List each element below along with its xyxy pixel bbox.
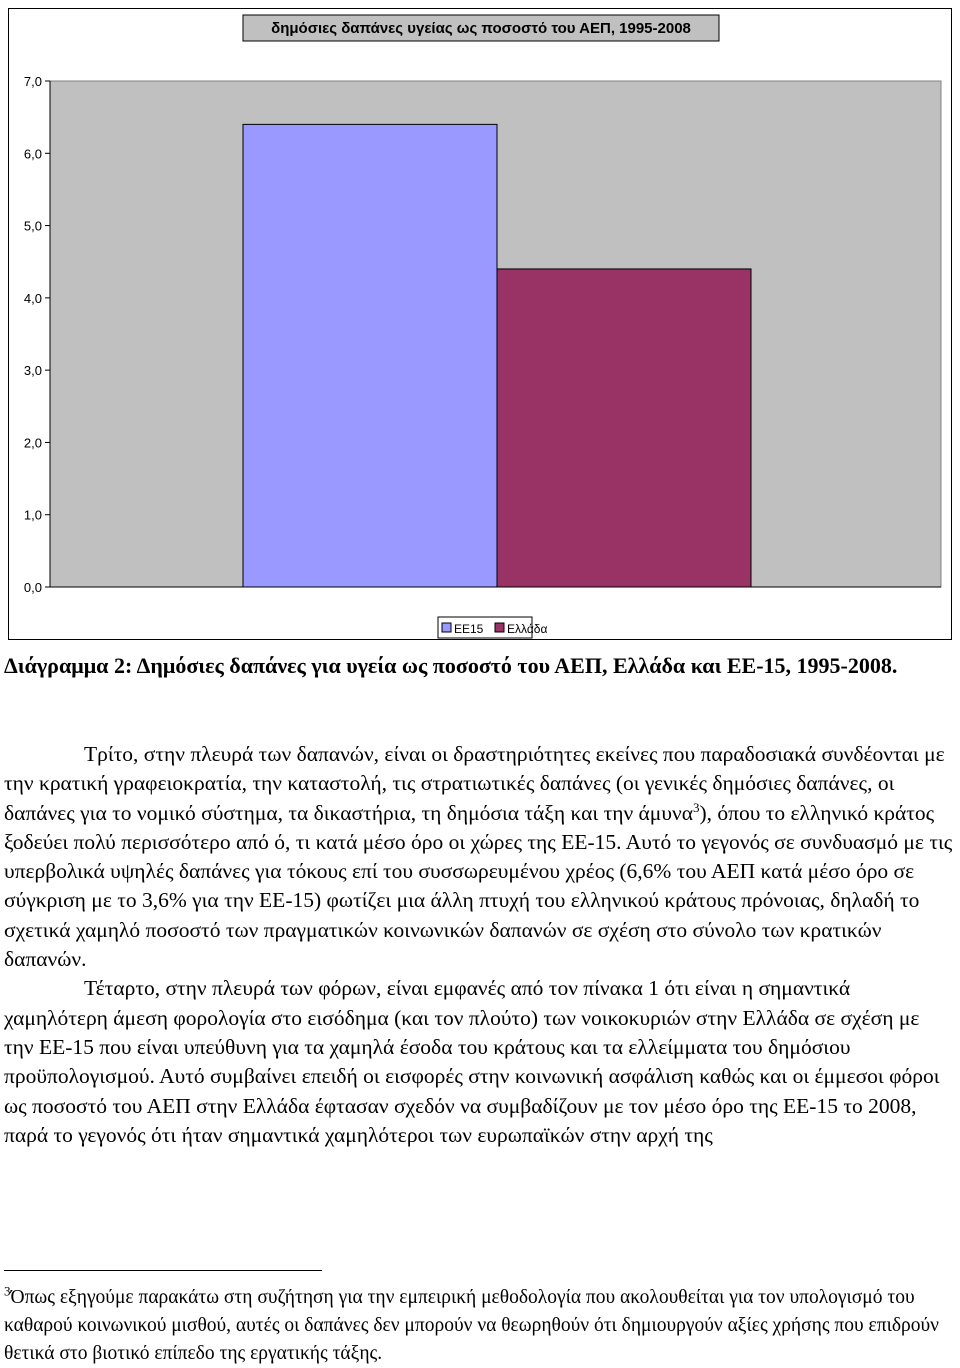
y-tick-label: 3,0 xyxy=(23,363,42,379)
legend-label: Ελλάδα xyxy=(507,622,548,636)
paragraph-1-part-a: Τρίτο, στην πλευρά των δαπανών, είναι οι δραστηριότητες εκείνες που παραδοσιακά συνδέονται με την κρατική γραφειοκρατία, την καταστολή, τις στρατιωτικές δαπάνες (οι γενικές δημόσιες δαπάνες, οι δαπάνες για το νομικό σύστημα, τα δικαστήρια, τη δημόσια τάξη και την άμυνα xyxy=(4,742,945,825)
figure-caption: Διάγραμμα 2: Δημόσιες δαπάνες για υγεία ως ποσοστό του ΑΕΠ, Ελλάδα και ΕΕ-15, 1995-2008. xyxy=(4,653,898,678)
legend-label: ΕΕ15 xyxy=(454,622,484,636)
paragraph-1 xyxy=(4,740,954,974)
y-tick-label: 2,0 xyxy=(23,435,42,451)
paragraph-1-part-b: ), όπου το ελληνικό κράτος ξοδεύει πολύ περισσότερο από ό, τι κατά μέσο όρο οι χώρες της ΕΕ-15. Αυτό το γεγονός σε συνδυασμό με τις υπερβολικά υψηλές δαπάνες για τόκους επί του συσσωρευμένου χρέος (6,6% του ΑΕΠ κατά μέσο όρο σε σύγκριση με το 3,6% για την ΕΕ-15) φωτίζει μια άλλη πτυχή του ελληνικού κράτους πρόνοιας, δηλαδή το σχετικά χαμηλό ποσοστό των πραγματικών κοινωνικών δαπανών σε σχέση στο σύνολο των κρατικών δαπανών. xyxy=(4,800,953,972)
footnote-ref[interactable]: 3 xyxy=(692,799,700,815)
y-tick-label: 4,0 xyxy=(23,290,42,306)
y-tick-label: 5,0 xyxy=(23,218,42,234)
legend-swatch xyxy=(495,623,504,632)
legend-swatch xyxy=(442,623,451,632)
body-text xyxy=(4,740,954,1150)
bar-chart xyxy=(0,0,960,650)
y-tick-label: 0,0 xyxy=(23,580,42,595)
paragraph-2: Τέταρτο, στην πλευρά των φόρων, είναι εμφανές από τον πίνακα 1 ότι είναι η σημαντικά χαμηλότερη άμεση φορολογία στο εισόδημα (και τον πλούτο) των νοικοκυριών στην Ελλάδα σε σχέση με την ΕΕ-15 που είναι υπεύθυνη για τα χαμηλά έσοδα του κράτους και τα ελλείμματα του δημόσιου προϋπολογισμού. Αυτό συμβαίνει επειδή οι εισφορές στην κοινωνική ασφάλιση καθώς και οι έμμεσοι φόροι ως ποσοστό του ΑΕΠ στην Ελλάδα έφτασαν σχεδόν να συμβαδίζουν με τον μέσο όρο της ΕΕ-15 το 2008, παρά το γεγονός ότι ήταν σημαντικά χαμηλότεροι των ευρωπαϊκών στην αρχή της xyxy=(4,976,940,1147)
y-tick-label: 7,0 xyxy=(23,74,42,89)
y-tick-label: 1,0 xyxy=(23,507,42,523)
footnote xyxy=(4,1284,954,1368)
bar-Ελλάδα xyxy=(497,269,751,587)
bar-ΕΕ15 xyxy=(243,124,497,587)
y-tick-label: 6,0 xyxy=(23,146,42,162)
chart-title: δημόσιες δαπάνες υγείας ως ποσοστό του ΑΕΠ, 1995-2008 xyxy=(271,20,691,37)
chart-area xyxy=(0,0,960,650)
footnote-text: Όπως εξηγούμε παρακάτω στη συζήτηση για την εμπειρική μεθοδολογία που ακολουθείται για τον υπολογισμό του καθαρού κοινωνικού μισθού, αυτές οι δαπάνες δεν μπορούν να θεωρηθούν ότι δημιουργούν αξίες χρήσης που επιδρούν θετικά στο βιοτικό επίπεδο της εργατικής τάξης. xyxy=(4,1287,939,1364)
footnote-mark: 3 xyxy=(4,1283,11,1299)
footnote-separator xyxy=(4,1270,322,1271)
